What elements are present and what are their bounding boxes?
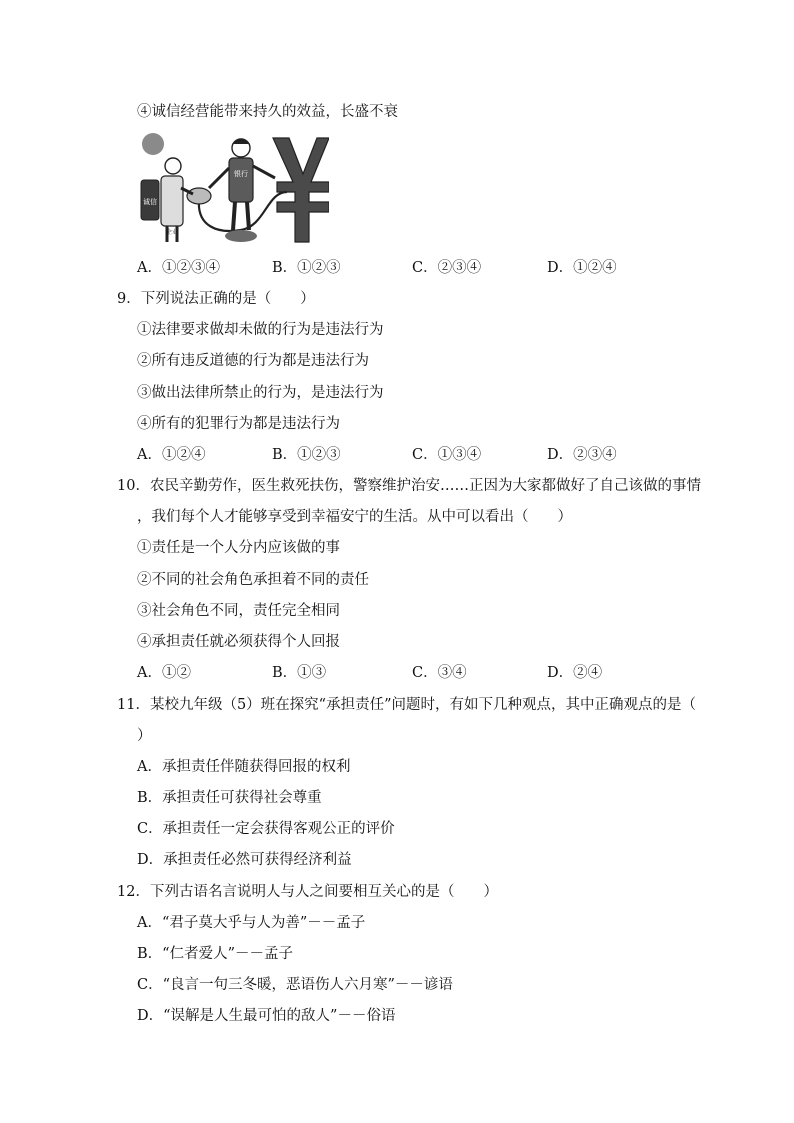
yuan-symbol — [273, 138, 329, 242]
q10-item-3: ③社会角色不同，责任完全相同 — [137, 603, 340, 619]
q11-option-b: B．承担责任可获得社会尊重 — [137, 790, 322, 806]
q12-option-d: D．“误解是人生最可怕的敌人”－－俗语 — [137, 1008, 396, 1024]
sun-shape — [142, 133, 164, 155]
q10-item-1: ①责任是一个人分内应该做的事 — [137, 540, 340, 556]
q11-option-d: D．承担责任必然可获得经济利益 — [137, 852, 352, 868]
q9-item-2: ②所有违反道德的行为都是违法行为 — [137, 353, 369, 369]
sack-label: 诚信 — [143, 198, 157, 206]
q8-option-a: A．①②③④ — [137, 260, 220, 276]
banker-label: 银行 — [234, 170, 248, 178]
q9-stem: 9．下列说法正确的是（ ） — [117, 291, 315, 307]
q9-option-c: C．①③④ — [412, 447, 482, 463]
q10-item-2: ②不同的社会角色承担着不同的责任 — [137, 572, 369, 588]
q12-option-c: C．“良言一句三冬暖，恶语伤人六月寒”－－谚语 — [137, 977, 453, 993]
q9-item-4: ④所有的犯罪行为都是违法行为 — [137, 416, 340, 432]
enterprise-figure — [141, 158, 193, 242]
tag-label: 企业 — [165, 229, 179, 236]
q9-option-a: A．①②④ — [137, 447, 206, 463]
q9-option-b: B．①②③ — [272, 447, 341, 463]
q8-option-c: C．②③④ — [412, 260, 482, 276]
basket-shape — [187, 188, 211, 204]
q10-option-c: C．③④ — [412, 665, 467, 681]
q9-item-3: ③做出法律所禁止的行为，是违法行为 — [137, 385, 384, 401]
q11-stem-line2: ） — [137, 728, 152, 744]
q10-option-b: B．①③ — [272, 665, 327, 681]
q10-stem-line1: 10．农民辛勤劳作，医生救死扶伤，警察维护治安……正因为大家都做好了自己该做的事情 — [117, 478, 701, 494]
q10-stem-line2: ，我们每个人才能够享受到幸福安宁的生活。从中可以看出（ ） — [137, 509, 572, 525]
q10-option-a: A．①② — [137, 665, 191, 681]
q11-option-c: C．承担责任一定会获得客观公正的评价 — [137, 821, 395, 837]
q8-option-d: D．①②④ — [547, 260, 617, 276]
honesty-bank-illustration — [137, 130, 329, 246]
q8-item-4: ④诚信经营能带来持久的效益，长盛不衰 — [137, 104, 398, 120]
q11-option-a: A．承担责任伴随获得回报的权利 — [137, 759, 351, 775]
q10-item-4: ④承担责任就必须获得个人回报 — [137, 634, 340, 650]
banker-figure — [209, 139, 275, 242]
q9-option-d: D．②③④ — [547, 447, 617, 463]
q11-stem-line1: 11．某校九年级（5）班在探究“承担责任”问题时，有如下几种观点，其中正确观点的是（ — [117, 697, 696, 713]
q10-option-d: D．②④ — [547, 665, 603, 681]
q12-option-b: B．“仁者爱人”－－孟子 — [137, 946, 293, 962]
q8-option-b: B．①②③ — [272, 260, 341, 276]
q9-item-1: ①法律要求做却未做的行为是违法行为 — [137, 322, 384, 338]
q12-stem: 12．下列古语名言说明人与人之间要相互关心的是（ ） — [117, 884, 498, 900]
q12-option-a: A．“君子莫大乎与人为善”－－孟子 — [137, 915, 366, 931]
